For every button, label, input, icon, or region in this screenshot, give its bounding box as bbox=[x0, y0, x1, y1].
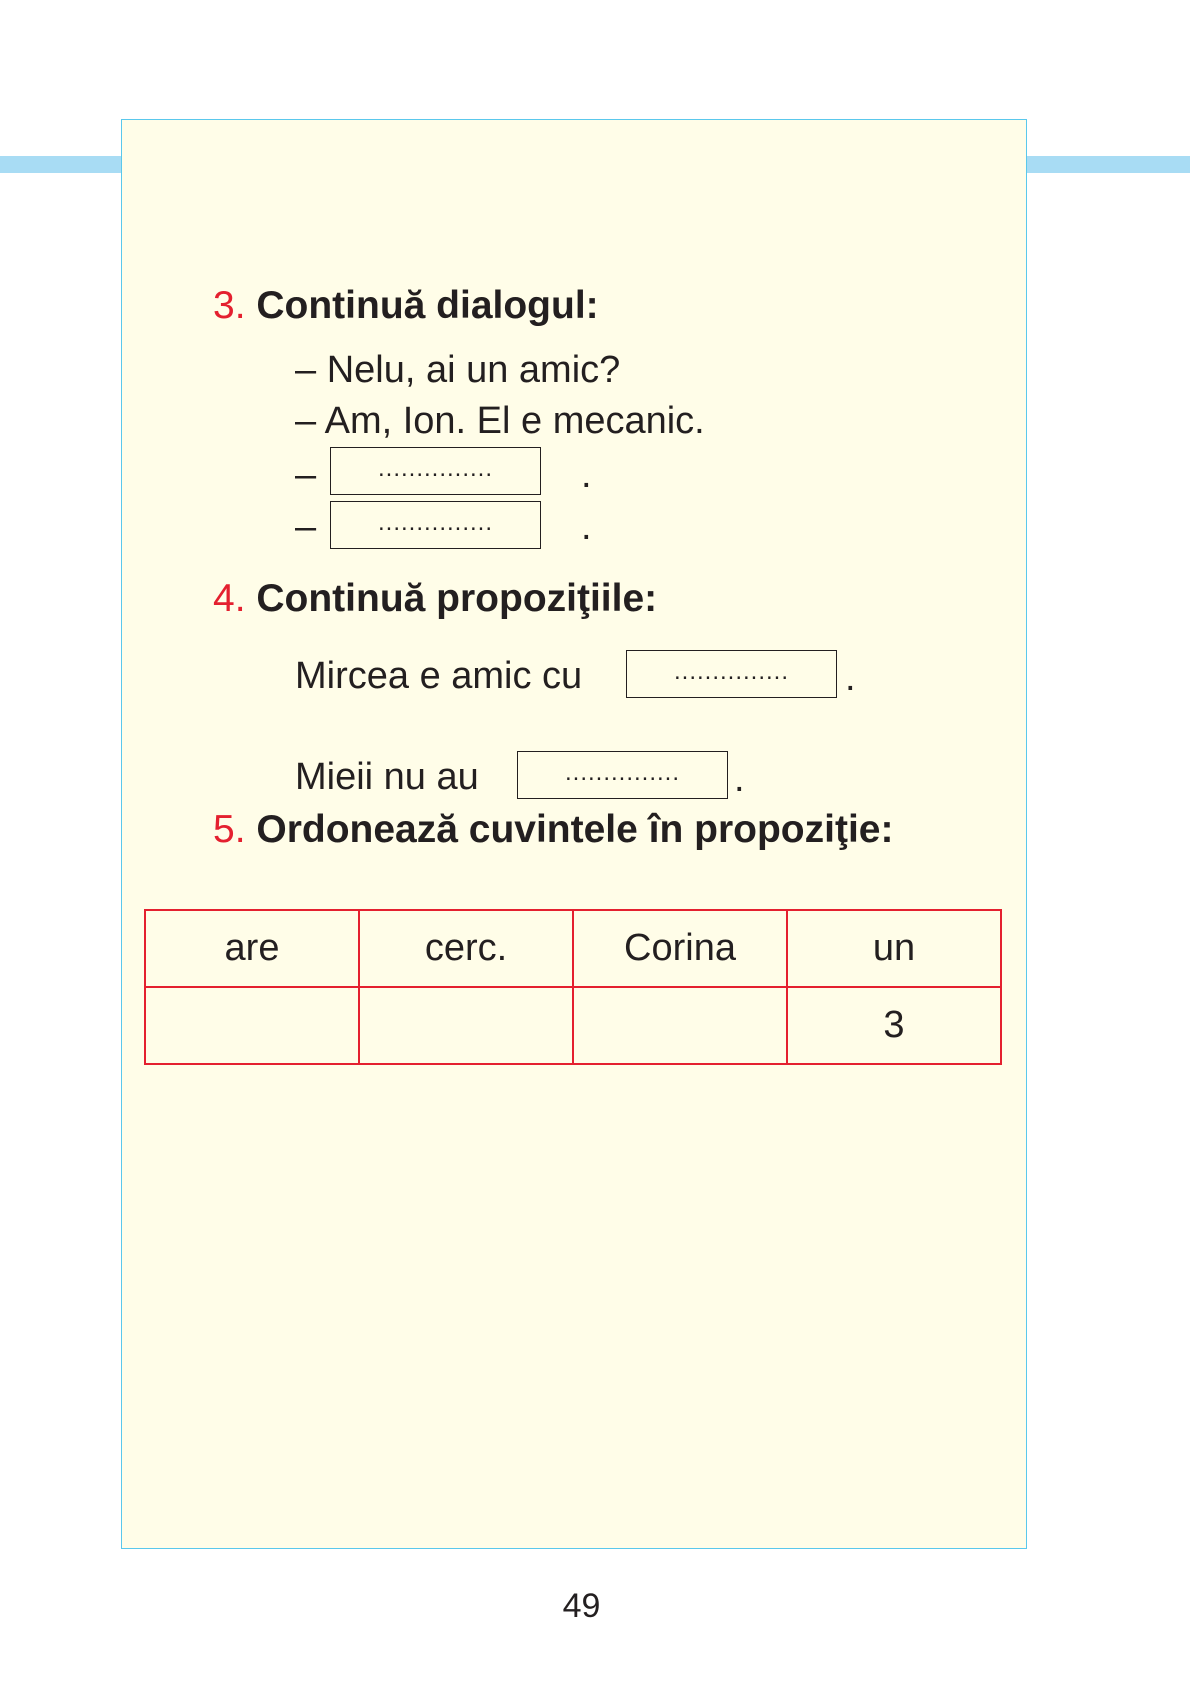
dialogue-dash-4: – bbox=[295, 506, 317, 548]
order-cell[interactable] bbox=[573, 987, 787, 1064]
exercise-5-number: 5. bbox=[213, 808, 246, 851]
page-number: 49 bbox=[562, 1587, 601, 1625]
sentence-1-blank[interactable]: ............... bbox=[626, 650, 837, 698]
words-row bbox=[145, 910, 1001, 987]
sentence-2: Mieii nu au bbox=[295, 756, 479, 798]
sentence-2-end: . bbox=[734, 758, 745, 800]
dialogue-line-1: – Nelu, ai un amic? bbox=[295, 349, 621, 391]
exercise-4-heading bbox=[213, 576, 657, 622]
header-stripe-right bbox=[1027, 156, 1190, 173]
exercise-5-title: Ordonează cuvintele în propoziţie: bbox=[256, 808, 894, 851]
word-cell: Corina bbox=[573, 910, 787, 987]
word-cell: cerc. bbox=[359, 910, 573, 987]
sentence-1: Mircea e amic cu bbox=[295, 655, 583, 697]
order-cell[interactable]: 3 bbox=[787, 987, 1001, 1064]
dialogue-blank-1[interactable]: ............... bbox=[330, 447, 541, 495]
word-cell: are bbox=[145, 910, 359, 987]
word-cell: un bbox=[787, 910, 1001, 987]
order-cell[interactable] bbox=[145, 987, 359, 1064]
exercise-3-number: 3. bbox=[213, 284, 246, 327]
exercise-4-title: Continuă propoziţiile: bbox=[256, 577, 658, 620]
word-order-table bbox=[144, 909, 1002, 1065]
header-stripe-left bbox=[0, 156, 122, 173]
exercise-3-title: Continuă dialogul: bbox=[256, 284, 599, 327]
dialogue-end-2: . bbox=[581, 506, 592, 548]
sentence-1-end: . bbox=[845, 657, 856, 699]
order-cell[interactable] bbox=[359, 987, 573, 1064]
exercise-3-heading bbox=[213, 283, 599, 329]
order-row bbox=[145, 987, 1001, 1064]
exercise-5-heading bbox=[213, 807, 893, 853]
dialogue-blank-2[interactable]: ............... bbox=[330, 501, 541, 549]
dialogue-end-1: . bbox=[581, 454, 592, 496]
sentence-2-blank[interactable]: ............... bbox=[517, 751, 728, 799]
exercise-4-number: 4. bbox=[213, 577, 246, 620]
dialogue-line-2: – Am, Ion. El e mecanic. bbox=[295, 400, 705, 442]
dialogue-dash-3: – bbox=[295, 454, 317, 496]
